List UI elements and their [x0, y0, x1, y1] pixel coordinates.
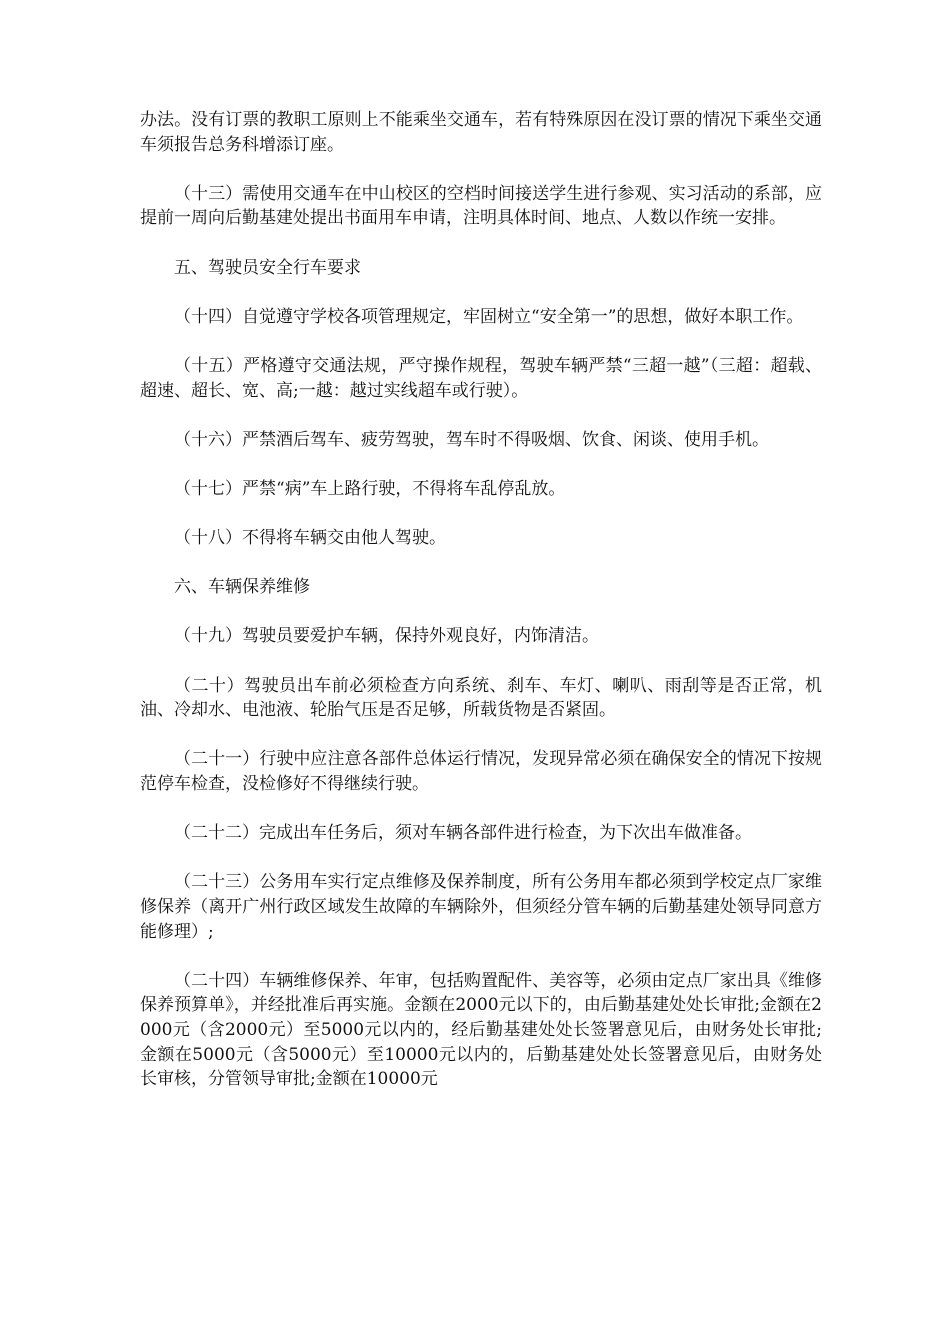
clause-20: （二十）驾驶员出车前必须检查方向系统、刹车、车灯、喇叭、雨刮等是否正常，机油、冷却水、电池液、轮胎气压是否足够，所载货物是否紧固。 [140, 675, 822, 721]
clause-22: （二十二）完成出车任务后，须对车辆各部件进行检查，为下次出车做准备。 [174, 823, 752, 844]
clause-15: （十五）严格遵守交通法规，严守操作规程，驾驶车辆严禁“三超一越”（三超：超载、超速、超长、宽、高;一越：越过实线超车或行驶）。 [140, 355, 822, 401]
clause-18: （十八）不得将车辆交由他人驾驶。 [174, 528, 446, 549]
clause-17: （十七）严禁“病”车上路行驶，不得将车乱停乱放。 [174, 478, 566, 499]
clause-16: （十六）严禁酒后驾车、疲劳驾驶，驾车时不得吸烟、饮食、闲谈、使用手机。 [174, 429, 769, 450]
clause-14: （十四）自觉遵守学校各项管理规定，牢固树立“安全第一”的思想，做好本职工作。 [174, 306, 804, 327]
clause-19: （十九）驾驶员要爱护车辆，保持外观良好，内饰清洁。 [174, 626, 599, 647]
clause-23: （二十三）公务用车实行定点维修及保养制度，所有公务用车都必须到学校定点厂家维修保养（离开广州行政区域发生故障的车辆除外，但须经分管车辆的后勤基建处领导同意方能修理）; [140, 872, 822, 942]
clause-13: （十三）需使用交通车在中山校区的空档时间接送学生进行参观、实习活动的系部，应提前一周向后勤基建处提出书面用车申请，注明具体时间、地点、人数以作统一安排。 [140, 183, 822, 229]
clause-24: （二十四）车辆维修保养、年审，包括购置配件、美容等，必须由定点厂家出具《维修保养预算单》，并经批准后再实施。金额在2000元以下的，由后勤基建处处长审批;金额在2000元（含2000元）至5000元以内的，经后勤基建处处长签署意见后，由财务处长审批;金额在5000元（含5000元）至10000元以内的，后勤基建处处长签署意见后，由财务处长审核，分管领导审批;金额在10000元 [140, 970, 822, 1090]
document-page [140, 108, 822, 1092]
paragraph-continued: 办法。没有订票的教职工原则上不能乘坐交通车，若有特殊原因在没订票的情况下乘坐交通车须报告总务科增添订座。 [140, 110, 822, 155]
clause-21: （二十一）行驶中应注意各部件总体运行情况，发现异常必须在确保安全的情况下按规范停车检查，没检修好不得继续行驶。 [140, 749, 822, 795]
section-heading-6: 六、车辆保养维修 [174, 577, 310, 598]
section-heading-5: 五、驾驶员安全行车要求 [174, 257, 361, 278]
